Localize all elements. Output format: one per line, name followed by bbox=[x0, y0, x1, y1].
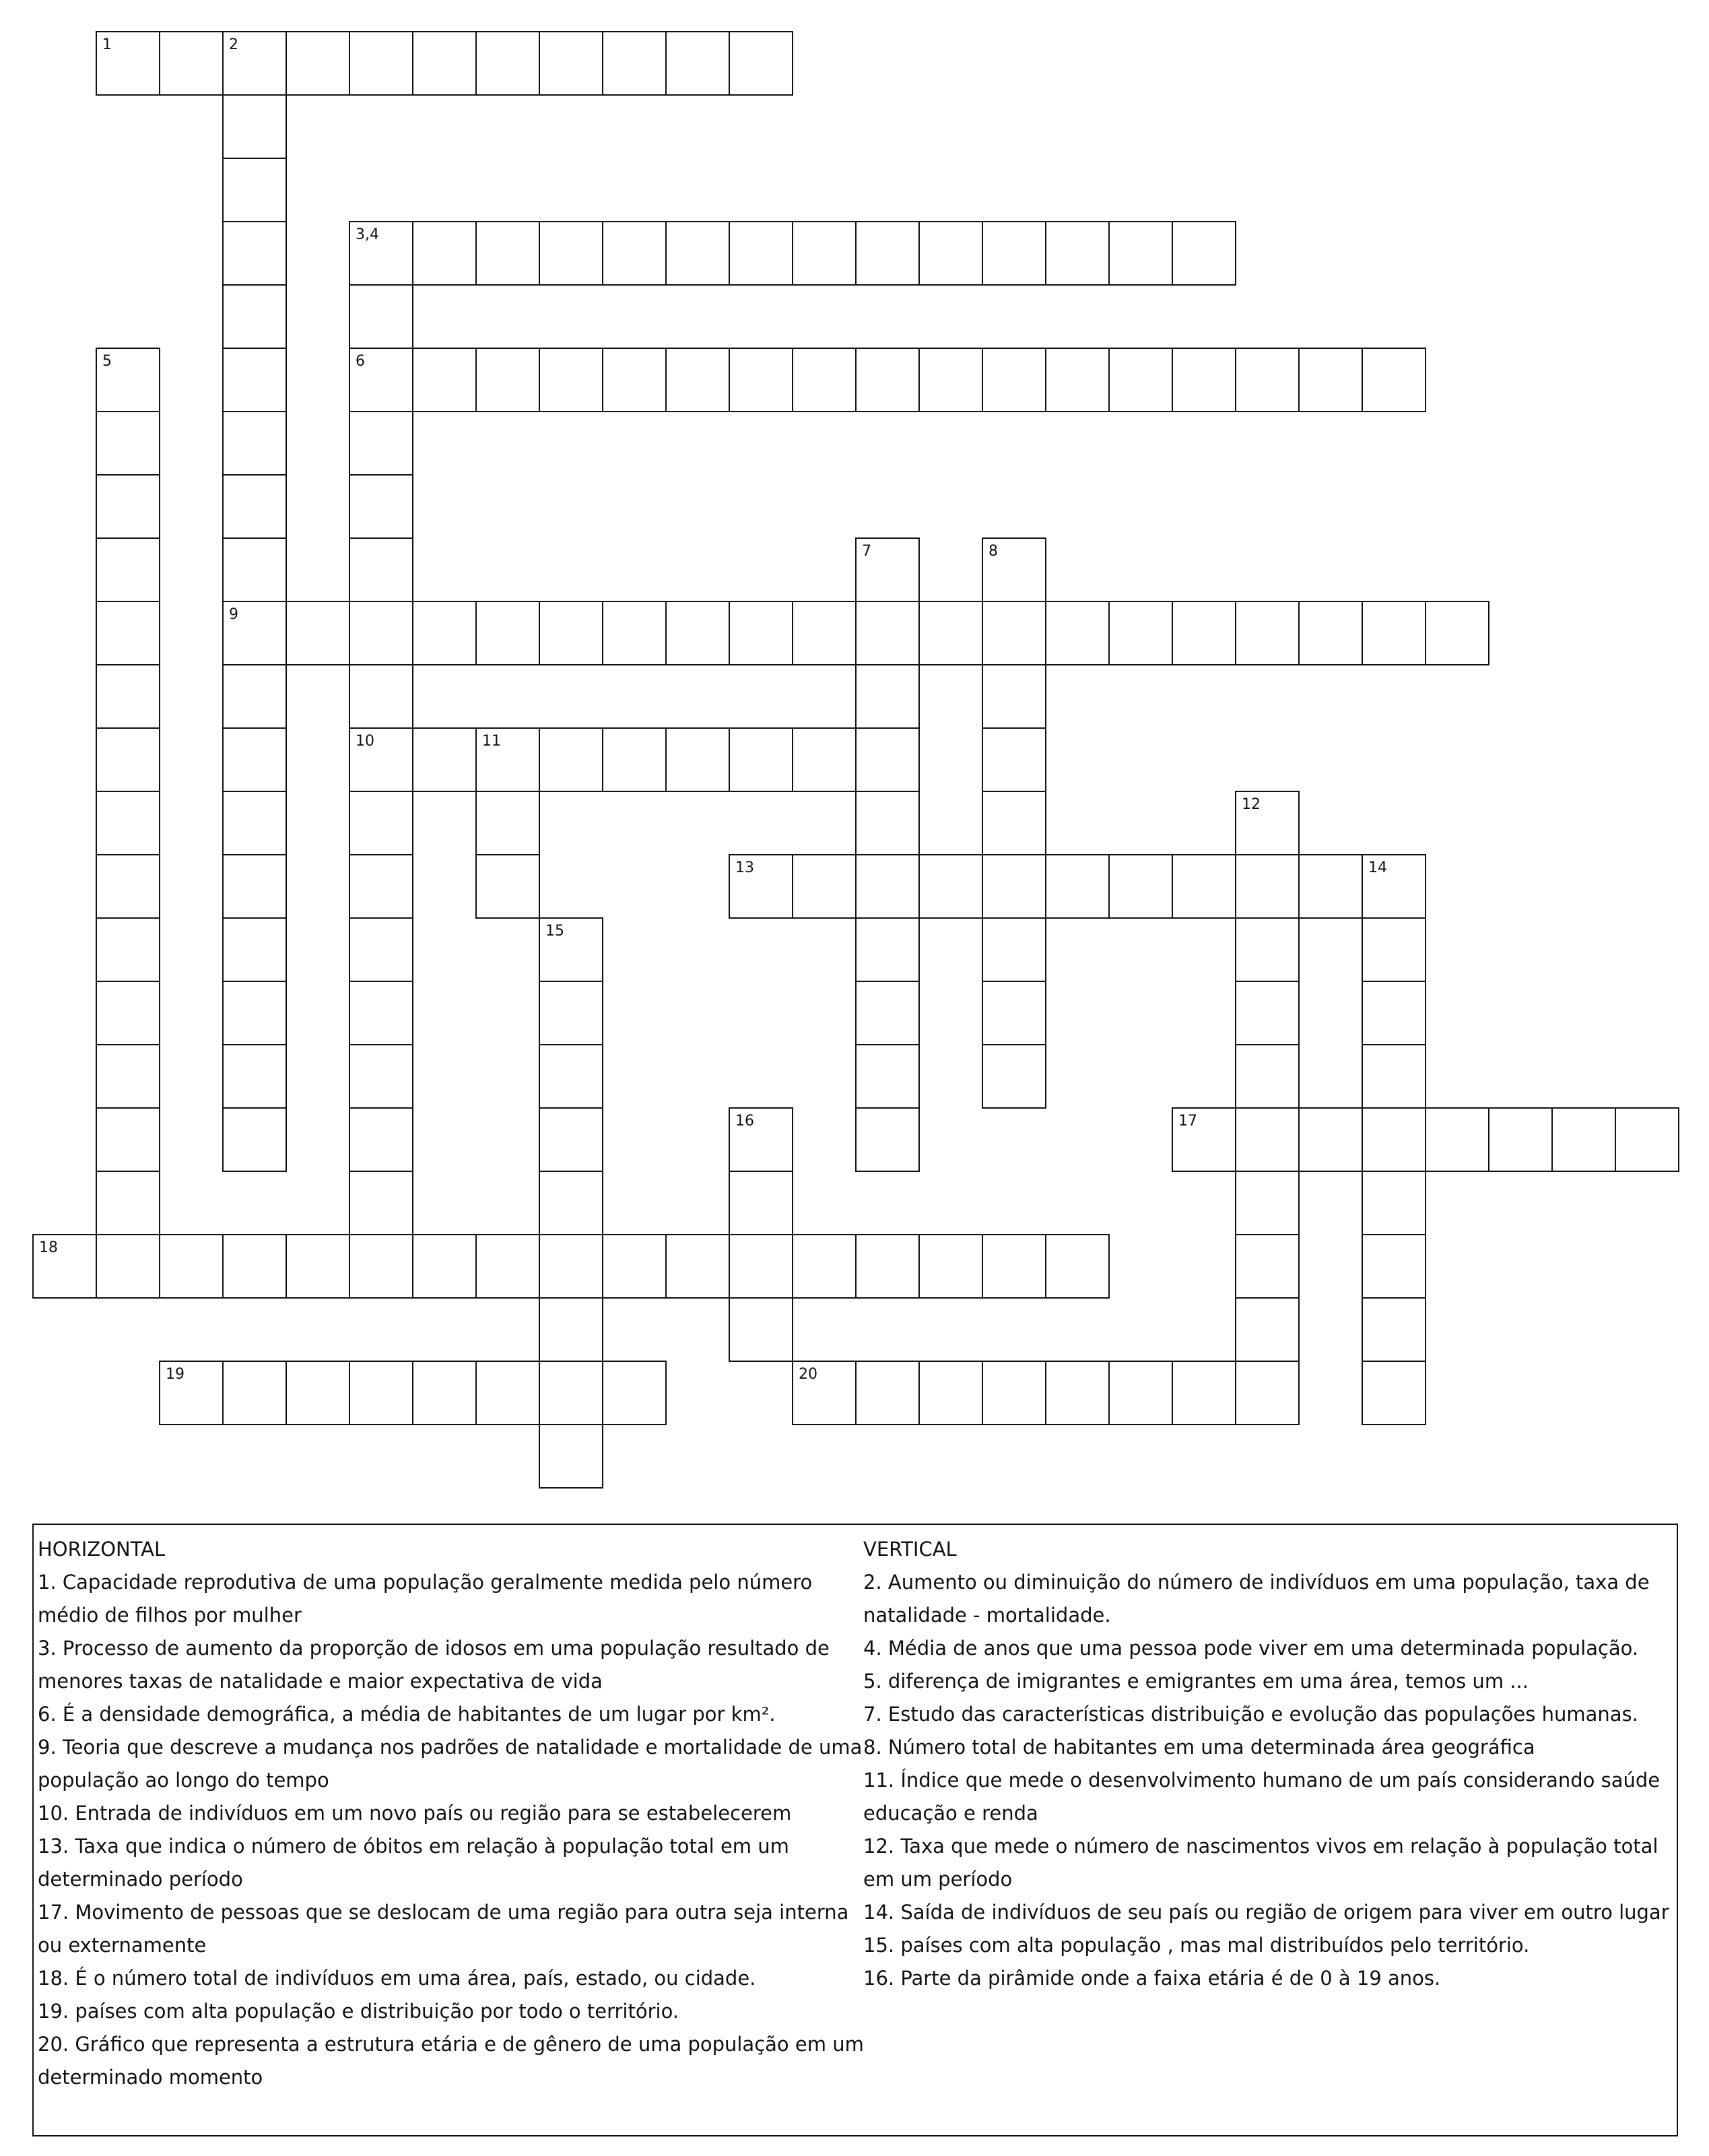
crossword-cell[interactable] bbox=[729, 348, 793, 412]
crossword-cell[interactable] bbox=[96, 981, 160, 1045]
clue-number: 20 bbox=[799, 1366, 817, 1383]
crossword-cell[interactable] bbox=[855, 791, 920, 855]
crossword-cell[interactable] bbox=[982, 854, 1046, 919]
crossword-cell[interactable] bbox=[475, 221, 540, 286]
vertical-clues bbox=[863, 1533, 1671, 1995]
crossword-cell[interactable] bbox=[729, 1234, 793, 1299]
crossword-cell[interactable] bbox=[539, 221, 603, 286]
crossword-cell[interactable] bbox=[792, 1234, 857, 1299]
crossword-cell[interactable] bbox=[665, 221, 730, 286]
horizontal-clue: 20. Gráfico que representa a estrutura etária e de gênero de uma população em um determinado momento bbox=[38, 2033, 864, 2089]
crossword-cell[interactable] bbox=[222, 664, 287, 729]
crossword-cell[interactable] bbox=[222, 537, 287, 602]
crossword-cell[interactable] bbox=[96, 348, 160, 412]
crossword-cell[interactable] bbox=[1362, 1234, 1426, 1299]
crossword-cell[interactable] bbox=[286, 31, 350, 96]
crossword-cell[interactable] bbox=[159, 31, 224, 96]
vertical-clue: 8. Número total de habitantes em uma determinada área geográfica bbox=[863, 1736, 1535, 1759]
crossword-cell[interactable] bbox=[539, 1234, 603, 1299]
crossword-cell[interactable] bbox=[222, 1234, 287, 1299]
crossword-cell[interactable] bbox=[32, 1234, 97, 1299]
crossword-cell[interactable] bbox=[539, 31, 603, 96]
crossword-cell[interactable] bbox=[1298, 601, 1363, 665]
crossword-cell[interactable] bbox=[855, 727, 920, 792]
crossword-cell[interactable] bbox=[96, 1234, 160, 1299]
crossword-cell[interactable] bbox=[918, 601, 983, 665]
crossword-cell[interactable] bbox=[1488, 1107, 1553, 1172]
crossword-cell[interactable] bbox=[602, 1234, 667, 1299]
crossword-cell[interactable] bbox=[982, 981, 1046, 1045]
crossword-cell[interactable] bbox=[1298, 348, 1363, 412]
crossword-cell[interactable] bbox=[1362, 917, 1426, 982]
crossword-cell[interactable] bbox=[539, 601, 603, 665]
crossword-cell[interactable] bbox=[222, 31, 287, 96]
crossword-cell[interactable] bbox=[96, 917, 160, 982]
crossword-cell[interactable] bbox=[1235, 1171, 1300, 1235]
crossword-cell[interactable] bbox=[982, 348, 1046, 412]
crossword-cell[interactable] bbox=[602, 348, 667, 412]
crossword-cell[interactable] bbox=[1425, 601, 1489, 665]
crossword-cell[interactable] bbox=[855, 537, 920, 602]
crossword-cell[interactable] bbox=[982, 917, 1046, 982]
clue-number: 11 bbox=[482, 733, 501, 750]
crossword-cell[interactable] bbox=[855, 854, 920, 919]
crossword-cell[interactable] bbox=[222, 94, 287, 159]
crossword-cell[interactable] bbox=[1108, 221, 1173, 286]
crossword-cell[interactable] bbox=[539, 1171, 603, 1235]
crossword-cell[interactable] bbox=[1172, 1107, 1236, 1172]
vertical-clue: 12. Taxa que mede o número de nascimentos vivos em relação à população total em um período bbox=[863, 1835, 1658, 1891]
crossword-cell[interactable] bbox=[539, 1361, 603, 1425]
crossword-cell[interactable] bbox=[222, 917, 287, 982]
crossword-cell[interactable] bbox=[1362, 854, 1426, 919]
crossword-cell[interactable] bbox=[665, 1234, 730, 1299]
crossword-cell[interactable] bbox=[349, 474, 413, 539]
crossword-cell[interactable] bbox=[539, 1297, 603, 1362]
crossword-cell[interactable] bbox=[475, 31, 540, 96]
crossword-cell[interactable] bbox=[918, 1234, 983, 1299]
crossword-cell[interactable] bbox=[982, 664, 1046, 729]
crossword-cell[interactable] bbox=[918, 854, 983, 919]
crossword-cell[interactable] bbox=[539, 348, 603, 412]
clue-number: 10 bbox=[356, 733, 374, 750]
crossword-cell[interactable] bbox=[349, 284, 413, 349]
crossword-cell[interactable] bbox=[1425, 1107, 1489, 1172]
vertical-clue: 2. Aumento ou diminuição do número de indivíduos em uma população, taxa de natalidade - mortalidade. bbox=[863, 1571, 1650, 1627]
crossword-cell[interactable] bbox=[412, 601, 477, 665]
crossword-cell[interactable] bbox=[1172, 348, 1236, 412]
crossword-cell[interactable] bbox=[918, 348, 983, 412]
crossword-cell[interactable] bbox=[1045, 854, 1110, 919]
clue-number: 7 bbox=[862, 543, 871, 560]
clues-box bbox=[32, 1524, 1678, 2136]
crossword-cell[interactable] bbox=[982, 791, 1046, 855]
crossword-cell[interactable] bbox=[1235, 601, 1300, 665]
crossword-cell[interactable] bbox=[918, 221, 983, 286]
crossword-cell[interactable] bbox=[222, 1107, 287, 1172]
crossword-cell[interactable] bbox=[349, 1361, 413, 1425]
crossword-cell[interactable] bbox=[1172, 601, 1236, 665]
crossword-cell[interactable] bbox=[918, 1361, 983, 1425]
crossword-cell[interactable] bbox=[855, 601, 920, 665]
crossword-cell[interactable] bbox=[286, 1234, 350, 1299]
vertical-clue: 5. diferença de imigrantes e emigrantes em uma área, temos um ... bbox=[863, 1670, 1529, 1693]
crossword-cell[interactable] bbox=[1108, 601, 1173, 665]
crossword-cell[interactable] bbox=[349, 791, 413, 855]
crossword-cell[interactable] bbox=[475, 601, 540, 665]
clue-number: 2 bbox=[229, 36, 238, 53]
crossword-cell[interactable] bbox=[855, 664, 920, 729]
crossword-cell[interactable] bbox=[96, 664, 160, 729]
crossword-cell[interactable] bbox=[412, 1361, 477, 1425]
clue-number: 9 bbox=[229, 606, 238, 623]
crossword-cell[interactable] bbox=[729, 221, 793, 286]
crossword-cell[interactable] bbox=[792, 348, 857, 412]
clue-number: 13 bbox=[735, 859, 754, 876]
crossword-cell[interactable] bbox=[855, 1107, 920, 1172]
crossword-cell[interactable] bbox=[1298, 1107, 1363, 1172]
crossword-cell[interactable] bbox=[729, 727, 793, 792]
crossword-cell[interactable] bbox=[1235, 1107, 1300, 1172]
crossword-cell[interactable] bbox=[855, 221, 920, 286]
crossword-cell[interactable] bbox=[222, 411, 287, 476]
crossword-cell[interactable] bbox=[349, 411, 413, 476]
horizontal-clue: 9. Teoria que descreve a mudança nos padrões de natalidade e mortalidade de uma população ao longo do tempo bbox=[38, 1736, 863, 1792]
horizontal-clue: 3. Processo de aumento da proporção de idosos em uma população resultado de menores taxas de natalidade e maior expectativa de vida bbox=[38, 1637, 830, 1693]
clue-number: 17 bbox=[1178, 1113, 1197, 1130]
crossword-cell[interactable] bbox=[286, 1361, 350, 1425]
crossword-cell[interactable] bbox=[349, 1044, 413, 1109]
crossword-cell[interactable] bbox=[96, 854, 160, 919]
crossword-cell[interactable] bbox=[349, 221, 413, 286]
crossword-cell[interactable] bbox=[475, 348, 540, 412]
crossword-cell[interactable] bbox=[602, 221, 667, 286]
crossword-cell[interactable] bbox=[475, 854, 540, 919]
crossword-cell[interactable] bbox=[1045, 1361, 1110, 1425]
crossword-cell[interactable] bbox=[222, 1361, 287, 1425]
crossword-cell[interactable] bbox=[855, 1234, 920, 1299]
crossword-cell[interactable] bbox=[1362, 1107, 1426, 1172]
crossword-cell[interactable] bbox=[729, 601, 793, 665]
crossword-cell[interactable] bbox=[982, 727, 1046, 792]
clue-number: 8 bbox=[988, 543, 998, 560]
crossword-cell[interactable] bbox=[349, 1107, 413, 1172]
crossword-cell[interactable] bbox=[1298, 854, 1363, 919]
crossword-cell[interactable] bbox=[349, 1234, 413, 1299]
crossword-cell[interactable] bbox=[96, 474, 160, 539]
crossword-cell[interactable] bbox=[665, 348, 730, 412]
crossword-cell[interactable] bbox=[96, 791, 160, 855]
vertical-title: VERTICAL bbox=[863, 1538, 957, 1561]
crossword-cell[interactable] bbox=[792, 854, 857, 919]
crossword-cell[interactable] bbox=[349, 31, 413, 96]
clue-number: 6 bbox=[356, 353, 365, 370]
crossword-cell[interactable] bbox=[412, 1234, 477, 1299]
clue-number: 14 bbox=[1368, 859, 1387, 876]
crossword-cell[interactable] bbox=[475, 1234, 540, 1299]
crossword-cell[interactable] bbox=[222, 221, 287, 286]
crossword-cell[interactable] bbox=[349, 917, 413, 982]
crossword-cell[interactable] bbox=[96, 411, 160, 476]
horizontal-clue: 10. Entrada de indivíduos em um novo país ou região para se estabelecerem bbox=[38, 1802, 792, 1825]
clue-number: 18 bbox=[39, 1239, 58, 1256]
crossword-cell[interactable] bbox=[96, 601, 160, 665]
crossword-cell[interactable] bbox=[539, 1107, 603, 1172]
crossword-cell[interactable] bbox=[539, 1424, 603, 1489]
crossword-cell[interactable] bbox=[855, 917, 920, 982]
crossword-cell[interactable] bbox=[159, 1361, 224, 1425]
crossword-cell[interactable] bbox=[1551, 1107, 1616, 1172]
crossword-cell[interactable] bbox=[475, 1361, 540, 1425]
crossword-cell[interactable] bbox=[1362, 348, 1426, 412]
crossword-cell[interactable] bbox=[349, 601, 413, 665]
crossword-cell[interactable] bbox=[349, 1171, 413, 1235]
vertical-clue: 15. países com alta população , mas mal distribuídos pelo território. bbox=[863, 1934, 1530, 1957]
crossword-cell[interactable] bbox=[1172, 1361, 1236, 1425]
clue-number: 3,4 bbox=[356, 226, 379, 243]
crossword-cell[interactable] bbox=[1235, 854, 1300, 919]
crossword-cell[interactable] bbox=[1045, 601, 1110, 665]
crossword-cell[interactable] bbox=[1362, 1297, 1426, 1362]
crossword-cell[interactable] bbox=[96, 31, 160, 96]
crossword-cell[interactable] bbox=[665, 601, 730, 665]
crossword-cell[interactable] bbox=[159, 1234, 224, 1299]
crossword-cell[interactable] bbox=[729, 1171, 793, 1235]
crossword-cell[interactable] bbox=[1235, 348, 1300, 412]
crossword-cell[interactable] bbox=[1045, 348, 1110, 412]
crossword-cell[interactable] bbox=[412, 221, 477, 286]
horizontal-clue: 17. Movimento de pessoas que se deslocam de uma região para outra seja interna ou externamente bbox=[38, 1901, 849, 1957]
crossword-cell[interactable] bbox=[286, 601, 350, 665]
crossword-cell[interactable] bbox=[539, 981, 603, 1045]
crossword-cell[interactable] bbox=[602, 31, 667, 96]
clue-number: 16 bbox=[735, 1113, 754, 1130]
horizontal-clue: 13. Taxa que indica o número de óbitos em relação à população total em um determinado período bbox=[38, 1835, 789, 1891]
crossword-cell[interactable] bbox=[1172, 854, 1236, 919]
horizontal-title: HORIZONTAL bbox=[38, 1538, 166, 1561]
crossword-cell[interactable] bbox=[96, 1044, 160, 1109]
crossword-cell[interactable] bbox=[602, 601, 667, 665]
crossword-cell[interactable] bbox=[1045, 1234, 1110, 1299]
crossword-cell[interactable] bbox=[792, 727, 857, 792]
crossword-cell[interactable] bbox=[1235, 791, 1300, 855]
crossword-cell[interactable] bbox=[222, 158, 287, 222]
crossword-cell[interactable] bbox=[1172, 221, 1236, 286]
crossword-cell[interactable] bbox=[982, 1234, 1046, 1299]
crossword-cell[interactable] bbox=[1362, 1171, 1426, 1235]
clue-number: 1 bbox=[102, 36, 112, 53]
crossword-cell[interactable] bbox=[855, 1044, 920, 1109]
vertical-clue: 7. Estudo das características distribuição e evolução das populações humanas. bbox=[863, 1703, 1638, 1726]
crossword-cell[interactable] bbox=[665, 31, 730, 96]
crossword-cell[interactable] bbox=[222, 854, 287, 919]
horizontal-clues bbox=[38, 1533, 866, 2094]
crossword-cell[interactable] bbox=[855, 348, 920, 412]
crossword-cell[interactable] bbox=[539, 727, 603, 792]
crossword-cell[interactable] bbox=[222, 601, 287, 665]
crossword-cell[interactable] bbox=[222, 348, 287, 412]
horizontal-clue: 19. países com alta população e distribuição por todo o território. bbox=[38, 2000, 679, 2023]
crossword-cell[interactable] bbox=[475, 727, 540, 792]
crossword-cell[interactable] bbox=[539, 917, 603, 982]
crossword-cell[interactable] bbox=[96, 1171, 160, 1235]
crossword-cell[interactable] bbox=[222, 727, 287, 792]
crossword-cell[interactable] bbox=[729, 854, 793, 919]
vertical-clue: 16. Parte da pirâmide onde a faixa etária é de 0 à 19 anos. bbox=[863, 1967, 1441, 1990]
crossword-cell[interactable] bbox=[1615, 1107, 1679, 1172]
crossword-cell[interactable] bbox=[982, 537, 1046, 602]
crossword-cell[interactable] bbox=[349, 727, 413, 792]
crossword-cell[interactable] bbox=[982, 221, 1046, 286]
clue-number: 15 bbox=[545, 923, 564, 940]
crossword-cell[interactable] bbox=[792, 221, 857, 286]
crossword-cell[interactable] bbox=[982, 601, 1046, 665]
vertical-clue: 4. Média de anos que uma pessoa pode viver em uma determinada população. bbox=[863, 1637, 1639, 1660]
crossword-cell[interactable] bbox=[602, 727, 667, 792]
crossword-cell[interactable] bbox=[475, 791, 540, 855]
crossword-cell[interactable] bbox=[539, 1044, 603, 1109]
crossword-cell[interactable] bbox=[222, 1044, 287, 1109]
crossword-cell[interactable] bbox=[1362, 601, 1426, 665]
crossword-cell[interactable] bbox=[602, 1361, 667, 1425]
crossword-cell[interactable] bbox=[729, 1107, 793, 1172]
horizontal-clue: 18. É o número total de indivíduos em uma área, país, estado, ou cidade. bbox=[38, 1967, 756, 1990]
crossword-cell[interactable] bbox=[982, 1044, 1046, 1109]
vertical-clue: 11. Índice que mede o desenvolvimento humano de um país considerando saúde educação e renda bbox=[863, 1769, 1661, 1825]
crossword-cell[interactable] bbox=[729, 31, 793, 96]
crossword-cell[interactable] bbox=[96, 537, 160, 602]
clue-number: 5 bbox=[102, 353, 112, 370]
crossword-cell[interactable] bbox=[1108, 1361, 1173, 1425]
crossword-cell[interactable] bbox=[855, 1361, 920, 1425]
crossword-cell[interactable] bbox=[1108, 348, 1173, 412]
crossword-cell[interactable] bbox=[222, 474, 287, 539]
crossword-cell[interactable] bbox=[412, 348, 477, 412]
crossword-cell[interactable] bbox=[349, 981, 413, 1045]
crossword-cell[interactable] bbox=[96, 1107, 160, 1172]
crossword-cell[interactable] bbox=[792, 1361, 857, 1425]
crossword-cell[interactable] bbox=[1362, 1044, 1426, 1109]
crossword-cell[interactable] bbox=[729, 1297, 793, 1362]
crossword-cell[interactable] bbox=[222, 284, 287, 349]
crossword-cell[interactable] bbox=[1235, 1044, 1300, 1109]
crossword-cell[interactable] bbox=[222, 791, 287, 855]
crossword-cell[interactable] bbox=[349, 348, 413, 412]
crossword-cell[interactable] bbox=[1235, 917, 1300, 982]
clue-number: 12 bbox=[1242, 796, 1261, 813]
crossword-cell[interactable] bbox=[96, 727, 160, 792]
crossword-cell[interactable] bbox=[1045, 221, 1110, 286]
vertical-clue: 14. Saída de indivíduos de seu país ou região de origem para viver em outro lugar bbox=[863, 1901, 1669, 1924]
crossword-cell[interactable] bbox=[1235, 1234, 1300, 1299]
clue-number: 19 bbox=[166, 1366, 185, 1383]
crossword-cell[interactable] bbox=[222, 981, 287, 1045]
crossword-cell[interactable] bbox=[1235, 1361, 1300, 1425]
crossword-cell[interactable] bbox=[982, 1361, 1046, 1425]
crossword-cell[interactable] bbox=[349, 537, 413, 602]
crossword-cell[interactable] bbox=[855, 981, 920, 1045]
crossword-cell[interactable] bbox=[1362, 1361, 1426, 1425]
crossword-cell[interactable] bbox=[349, 664, 413, 729]
crossword-cell[interactable] bbox=[1108, 854, 1173, 919]
horizontal-clue: 1. Capacidade reprodutiva de uma população geralmente medida pelo número médio de filhos por mulher bbox=[38, 1571, 813, 1627]
crossword-cell[interactable] bbox=[1235, 981, 1300, 1045]
crossword-cell[interactable] bbox=[412, 31, 477, 96]
crossword-cell[interactable] bbox=[1235, 1297, 1300, 1362]
crossword-cell[interactable] bbox=[665, 727, 730, 792]
crossword-cell[interactable] bbox=[792, 601, 857, 665]
crossword-cell[interactable] bbox=[1362, 981, 1426, 1045]
crossword-cell[interactable] bbox=[412, 727, 477, 792]
horizontal-clue: 6. É a densidade demográfica, a média de habitantes de um lugar por km². bbox=[38, 1703, 776, 1726]
crossword-cell[interactable] bbox=[349, 854, 413, 919]
